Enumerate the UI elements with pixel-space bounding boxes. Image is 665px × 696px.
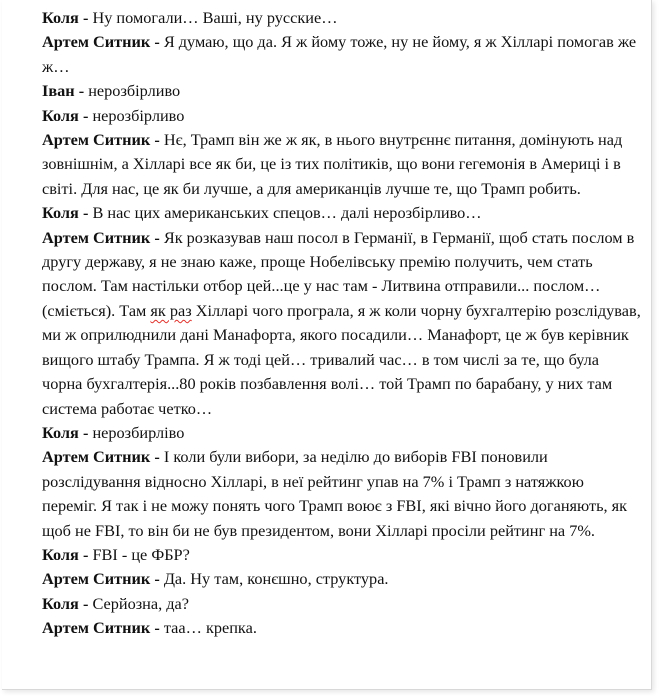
line-text: Я думаю, що да. Я ж йому тоже, ну не йому, я ж Хілларі помогав же ж…: [42, 32, 637, 76]
speaker-name: Артем Ситник: [42, 130, 151, 150]
speaker-name: Іван: [42, 81, 75, 101]
speaker-name: Артем Ситник: [42, 227, 151, 247]
speaker-name: Артем Ситник: [42, 569, 151, 589]
transcript-line: [42, 30, 642, 79]
speaker-separator: -: [150, 32, 164, 52]
line-text: нерозбирліво: [92, 422, 185, 442]
transcript: [42, 6, 642, 641]
transcript-line: [42, 543, 642, 567]
speaker-name: Коля: [42, 8, 79, 27]
transcript-line: [42, 421, 642, 445]
line-text: І коли були вибори, за неділю до виборів FBI поновили розслідування відносно Хілларі, в неї рейтинг упав на 7% і Трамп з натяжкою переміг. Я так і не можу понять чого Трамп воює з FBI, які вічно його доганяють, як щоб не FBI, то він би не був президентом, вони Хілларі просіли рейтинг на 7%.: [42, 447, 628, 540]
speaker-name: Коля: [42, 203, 79, 223]
line-text: нерозбірливо: [92, 105, 185, 125]
line-text: Ну помогали… Ваші, ну русские…: [92, 8, 338, 27]
speaker-separator: -: [78, 593, 93, 613]
line-text: FBI - це ФБР?: [92, 544, 190, 564]
transcript-line: [42, 104, 642, 128]
transcript-line: [42, 616, 642, 640]
line-text: таа… крепка.: [163, 618, 257, 638]
speaker-separator: -: [150, 130, 164, 150]
speaker-name: Артем Ситник: [42, 32, 151, 52]
transcript-line: [42, 201, 642, 225]
document-frame: [2, 0, 652, 690]
speaker-name: Коля: [42, 422, 79, 442]
line-text: Да. Ну там, конєшно, структура.: [163, 569, 389, 589]
speaker-name: Артем Ситник: [42, 447, 151, 467]
speaker-separator: -: [78, 105, 93, 125]
speaker-separator: -: [74, 81, 89, 101]
speaker-separator: -: [150, 618, 164, 638]
line-text: Нє, Трамп він же ж як, в нього внутрєннє питання, домінують над зовнішнім, а Хілларі все як би, це із тих політиків, що вони гегемонія в Америці і в світі. Для нас, це як би лучше, а для американців лучше те, що Трамп робить.: [42, 130, 623, 198]
speaker-separator: -: [78, 8, 93, 27]
speaker-name: Артем Ситник: [42, 618, 151, 638]
transcript-line: [42, 567, 642, 591]
speaker-name: Коля: [42, 544, 79, 564]
speaker-separator: -: [78, 422, 93, 442]
line-text: В нас цих американських спецов… далі нерозбірливо…: [92, 203, 482, 223]
transcript-line: [42, 128, 642, 201]
speaker-name: Коля: [42, 593, 79, 613]
line-text: Серйозна, да?: [92, 593, 189, 613]
transcript-line: [42, 6, 642, 30]
speaker-separator: -: [78, 203, 93, 223]
speaker-separator: -: [150, 227, 164, 247]
transcript-line: [42, 445, 642, 543]
speaker-separator: -: [78, 544, 93, 564]
transcript-line: [42, 226, 642, 421]
transcript-line: [42, 79, 642, 103]
speaker-name: Коля: [42, 105, 79, 125]
line-text: Хілларі чого програла, я ж коли чорну бухгалтерію розслідував, ми ж оприлюднили дані Манафорта, якого посадили… Манафорт, це ж був керівник вищого штабу Трампа. Я ж тоді цей… тривалий час… в том числі за те, що була чорна бухгалтерія...80 років позбавлення волі… той Трамп по барабану, у них там система работає четко…: [42, 300, 641, 418]
line-text: Як розказував наш посол в Германії, в Германії, щоб стать послом в другу державу, я не знаю каже, проще Нобелівську премію получить, чем стать послом. Там настільки отбор цей...це у нас там - Литвина отправили... послом… (сміється). Там: [42, 227, 635, 320]
speaker-separator: -: [150, 447, 164, 467]
transcript-line: [42, 592, 642, 616]
line-text: нерозбірливо: [88, 81, 181, 101]
speaker-separator: -: [150, 569, 164, 589]
spellcheck-flagged-text: як раз: [150, 300, 192, 320]
